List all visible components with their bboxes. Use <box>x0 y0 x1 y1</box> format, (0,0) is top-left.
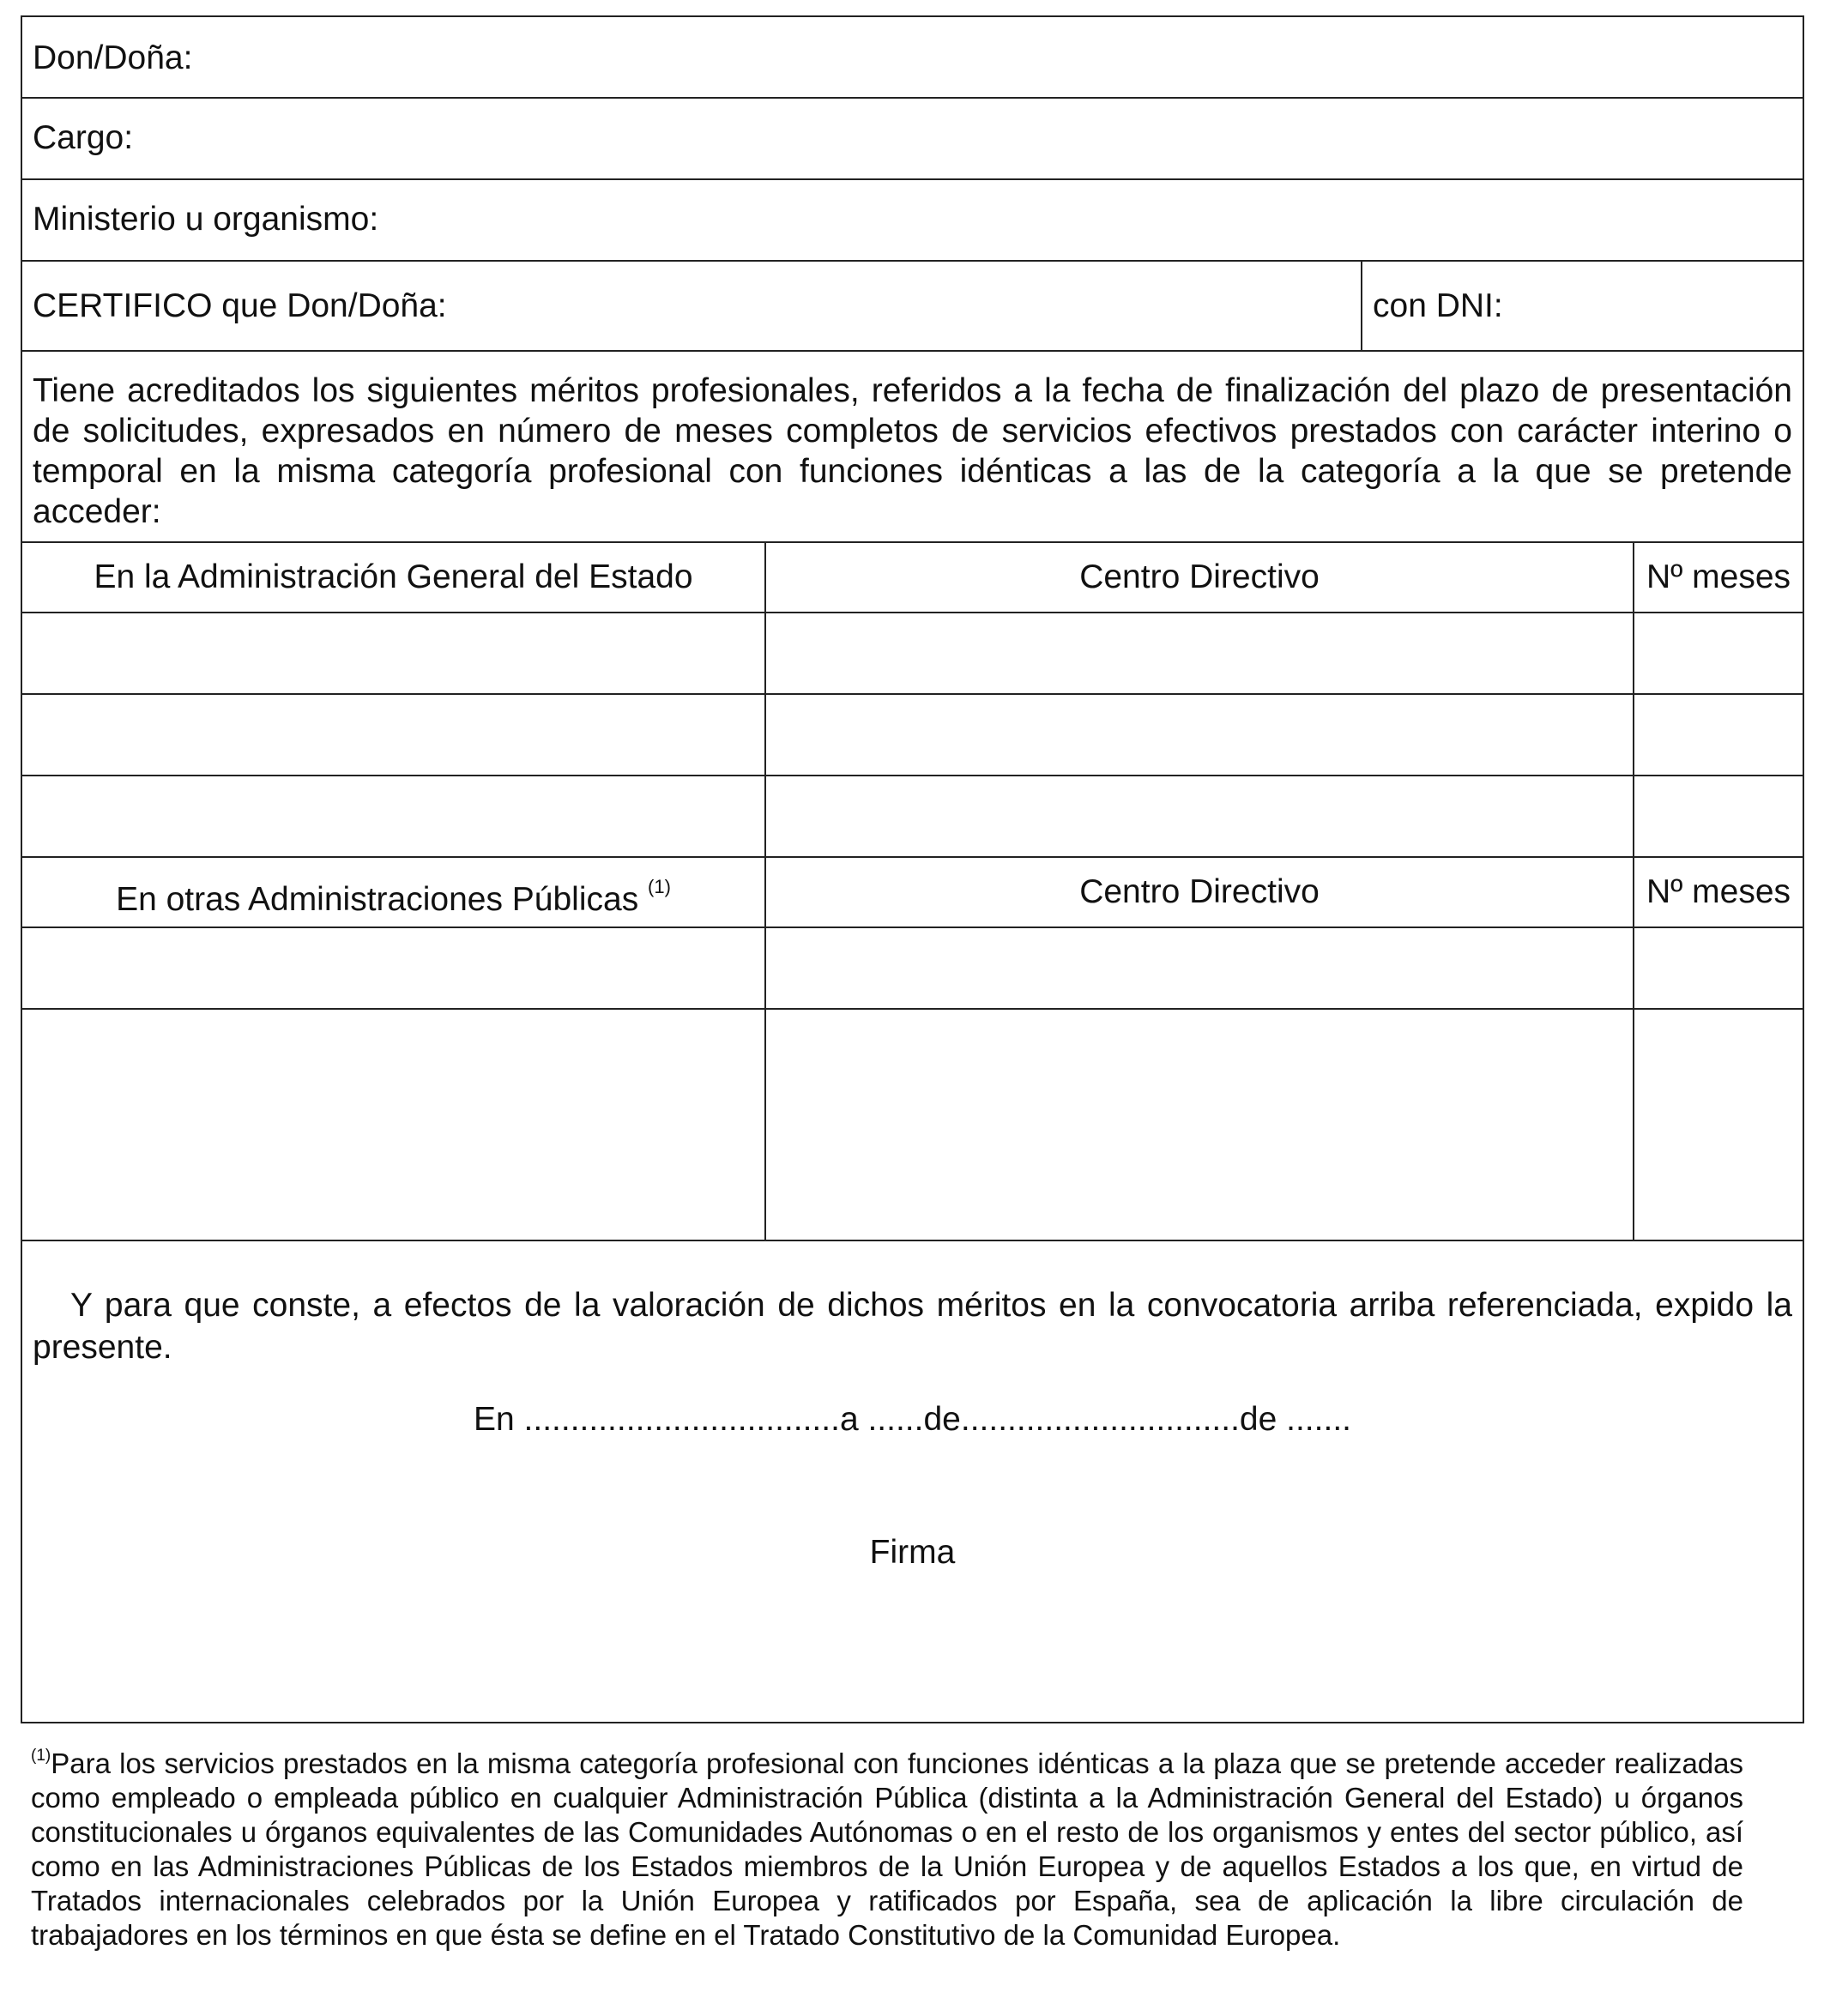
intro-paragraph: Tiene acreditados los siguientes méritos profesionales, referidos a la fecha de finalización del plazo de presentación de solicitudes, expresados en número de meses completos de servicios efectivos prestados con carácter interino o temporal en la misma categoría profesional con funciones idénticas a las de la categoría a la que se pretende acceder: <box>33 372 1792 530</box>
other-col2-header: Centro Directivo <box>1079 873 1320 910</box>
cargo-row[interactable] <box>22 99 1803 180</box>
other-centro-cell[interactable] <box>766 928 1633 1008</box>
age-col1-header: En la Administración General del Estado <box>94 558 693 595</box>
age-admin-cell[interactable] <box>22 695 764 775</box>
col-divider <box>764 695 766 775</box>
age-meses-cell[interactable] <box>1634 613 1803 693</box>
certifico-row <box>22 262 1803 352</box>
footnote-text: Para los servicios prestados en la misma categoría profesional con funciones idénticas a la plaza que se pretende acceder realizadas como empleado o empleada público en cualquier Administración Pública (distinta a la Administración General del Estado) u órganos constitucionales u órganos equivalentes de las Comunidades Autónomas o en el resto de los organismos y entes del sector público, así como en las Administraciones Públicas de los Estados miembros de la Unión Europea y de aquellos Estados a los que, en virtud de Tratados internacionales celebrados por la Unión Europea y ratificados por España, sea de aplicación la libre circulación de trabajadores en los términos en que ésta se define en el Tratado Constitutivo de la Comunidad Europea. <box>31 1747 1743 1951</box>
age-admin-cell[interactable] <box>22 613 764 693</box>
col-divider <box>764 776 766 856</box>
other-table-header <box>22 858 1803 928</box>
cargo-label: Cargo: <box>33 119 134 156</box>
col-divider <box>764 858 766 927</box>
other-meses-cell[interactable] <box>1634 1010 1803 1240</box>
footnote-mark: (1) <box>31 1747 51 1765</box>
intro-row <box>22 352 1803 543</box>
age-table-row <box>22 695 1803 776</box>
don-dona-row[interactable] <box>22 17 1803 99</box>
dni-field[interactable] <box>1362 262 1803 350</box>
age-table-row <box>22 613 1803 695</box>
col-divider <box>1633 543 1634 612</box>
other-admin-cell[interactable] <box>22 1010 764 1240</box>
don-dona-label: Don/Doña: <box>33 39 193 76</box>
col-divider <box>764 928 766 1008</box>
footnote <box>31 1741 1743 1953</box>
dni-label: con DNI: <box>1373 287 1503 324</box>
age-admin-cell[interactable] <box>22 776 764 856</box>
col-divider <box>1633 776 1634 856</box>
age-col2-header: Centro Directivo <box>1079 558 1320 595</box>
ministerio-row[interactable] <box>22 180 1803 262</box>
certifico-field[interactable] <box>22 262 1361 350</box>
col-divider <box>1633 1010 1634 1240</box>
age-table-row <box>22 776 1803 858</box>
age-centro-cell[interactable] <box>766 695 1633 775</box>
other-centro-cell[interactable] <box>766 1010 1633 1240</box>
other-col1-header <box>22 858 764 927</box>
col-divider <box>1633 858 1634 927</box>
age-meses-cell[interactable] <box>1634 776 1803 856</box>
certificate-form <box>21 15 1804 1723</box>
other-admin-cell[interactable] <box>22 928 764 1008</box>
col-divider <box>764 613 766 693</box>
place-date-line[interactable]: En ..................................a ......de..............................de ....... <box>474 1401 1351 1438</box>
age-col3-header: Nº meses <box>1646 558 1791 595</box>
signature-label: Firma <box>869 1534 956 1571</box>
col-divider <box>1633 695 1634 775</box>
age-meses-cell[interactable] <box>1634 695 1803 775</box>
age-table-header <box>22 543 1803 613</box>
age-centro-cell[interactable] <box>766 613 1633 693</box>
certifico-label: CERTIFICO que Don/Doña: <box>33 287 447 324</box>
col-divider <box>1633 613 1634 693</box>
ministerio-label: Ministerio u organismo: <box>33 201 379 238</box>
col-divider <box>1633 928 1634 1008</box>
other-col1-header-text: En otras Administraciones Públicas <box>116 881 639 918</box>
other-table-row <box>22 1010 1803 1241</box>
other-meses-cell[interactable] <box>1634 928 1803 1008</box>
other-table-row <box>22 928 1803 1010</box>
footnote-reference: (1) <box>648 876 671 897</box>
age-centro-cell[interactable] <box>766 776 1633 856</box>
col-divider <box>764 543 766 612</box>
other-col3-header: Nº meses <box>1646 873 1791 910</box>
col-divider <box>764 1010 766 1240</box>
closing-paragraph: Y para que conste, a efectos de la valoración de dichos méritos en la convocatoria arriba referenciada, expido la presente. <box>33 1287 1792 1366</box>
